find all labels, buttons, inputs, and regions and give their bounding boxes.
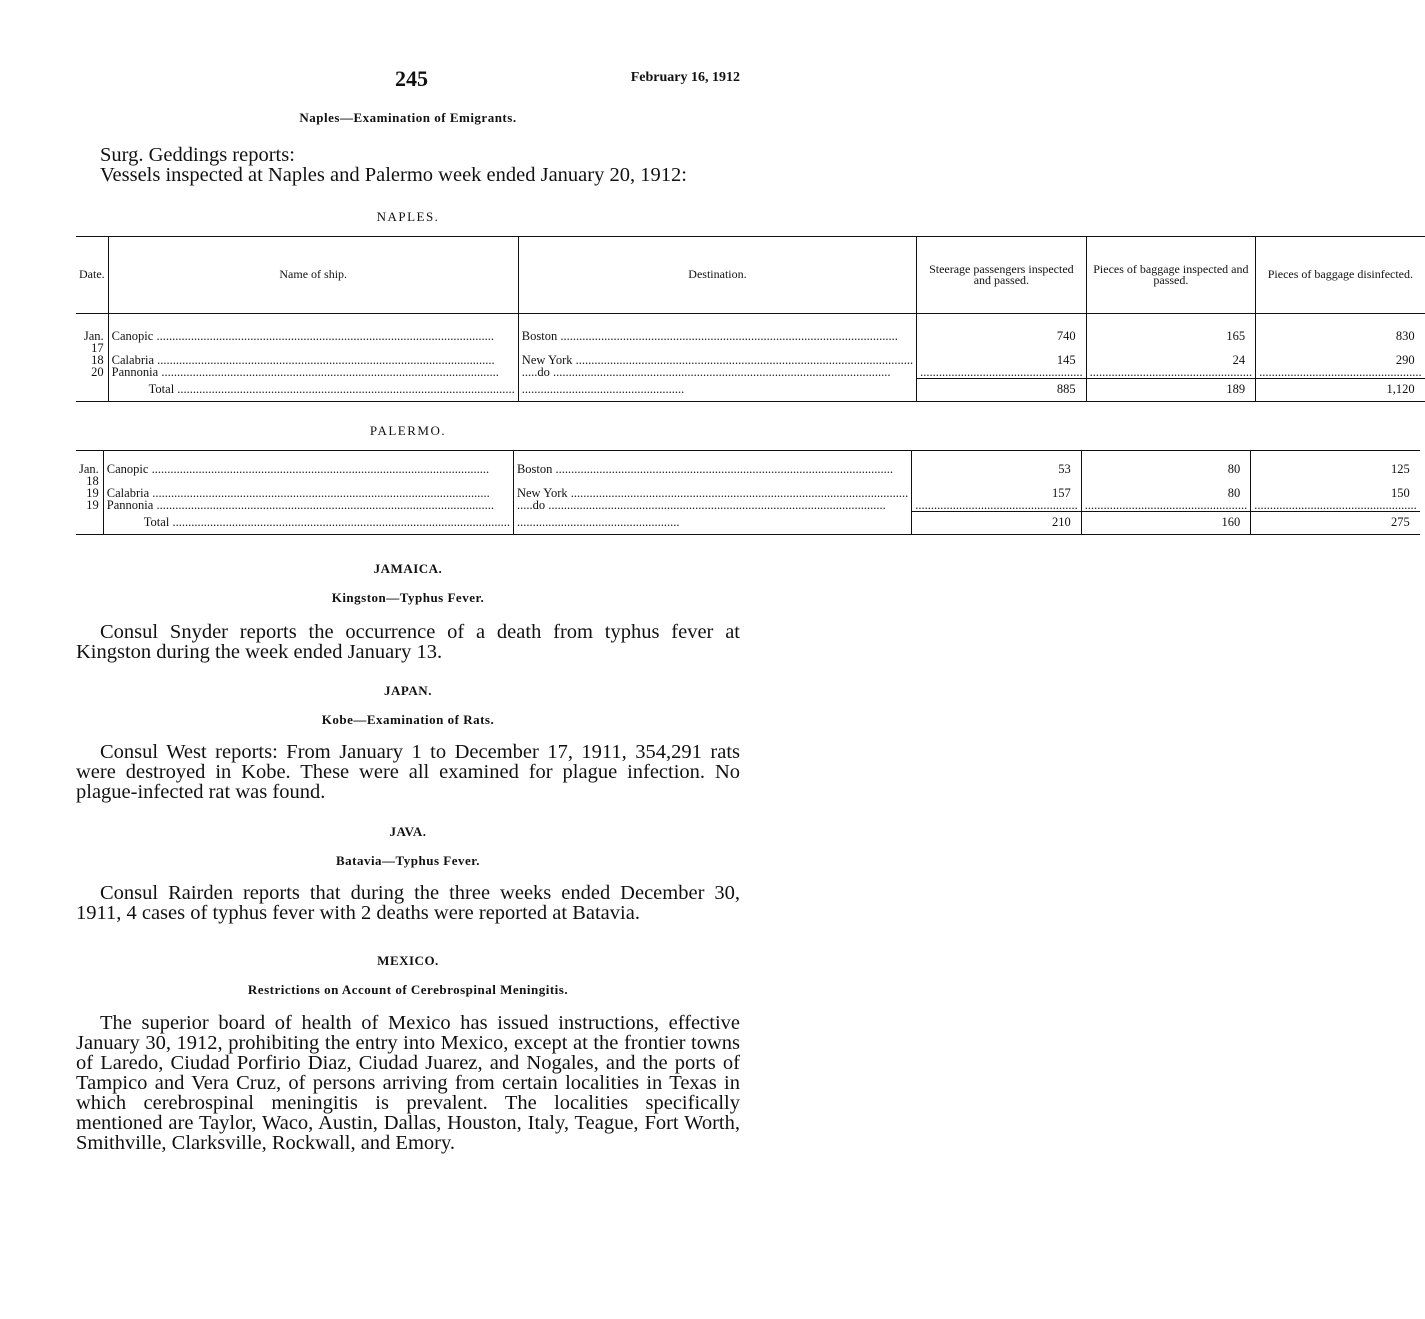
paragraph-jamaica: Consul Snyder reports the occurrence of a death from typhus fever at Kingston during the week ended January 13. <box>76 621 740 663</box>
col-disinfected: Pieces of baggage disinfected. <box>1267 267 1414 282</box>
col-baggage: Pieces of baggage inspected and passed. <box>1086 237 1256 314</box>
table-row: 20 Pannonia ..... .....do ..... ..... ..... ..... <box>76 366 1425 379</box>
page-number: 245 <box>395 66 428 91</box>
country-heading-java: JAVA. <box>389 824 427 839</box>
page-date: February 16, 1912 <box>630 70 740 85</box>
section-title-batavia: Batavia—Typhus Fever. <box>335 853 481 868</box>
section-title-meningitis: Restrictions on Account of Cerebrospinal Meningitis. <box>247 982 569 997</box>
col-destination: Destination. <box>518 237 916 314</box>
col-ship: Name of ship. <box>108 237 518 314</box>
intro-line-1: Surg. Geddings reports: <box>100 144 295 166</box>
table-row: Jan. 18 Canopic ..... Boston ..... 53 80 125 <box>76 463 1420 487</box>
table-row: 19 Calabria ..... New York ..... 157 80 150 <box>76 487 1420 499</box>
naples-label: NAPLES. <box>376 209 440 224</box>
table-row: 19 Pannonia ..... .....do ..... ..... ..... ..... <box>76 499 1420 512</box>
table-total-row: Total ..... ..... 885 189 1,120 <box>76 379 1425 402</box>
table-total-row: Total ..... ..... 210 160 275 <box>76 512 1420 535</box>
section-title-kingston: Kingston—Typhus Fever. <box>331 590 485 605</box>
country-heading-japan: JAPAN. <box>384 683 432 698</box>
paragraph-java: Consul Rairden reports that during the three weeks ended December 30, 1911, 4 cases of typhus fever with 2 deaths were reported at Batavia. <box>76 882 740 924</box>
table-row: 18 Calabria ..... New York ..... 145 24 290 <box>76 354 1425 366</box>
naples-table <box>76 236 1425 402</box>
country-heading-jamaica: JAMAICA. <box>373 561 443 576</box>
section-title-naples: Naples—Examination of Emigrants. <box>299 110 517 125</box>
paragraph-japan: Consul West reports: From January 1 to December 17, 1911, 354,291 rats were destroyed in Kobe. These were all examined for plague infection. No plague-infected rat was found. <box>76 741 740 803</box>
palermo-table <box>76 450 1420 535</box>
intro-line-2: Vessels inspected at Naples and Palermo week ended January 20, 1912: <box>100 164 687 186</box>
col-date: Date. <box>76 237 108 314</box>
section-title-kobe: Kobe—Examination of Rats. <box>321 712 495 727</box>
palermo-label: PALERMO. <box>369 423 447 438</box>
table-row: Jan. 17 Canopic ..... Boston ..... 740 165 830 <box>76 330 1425 354</box>
col-steerage: Steerage passengers inspected and passed. <box>917 237 1087 314</box>
country-heading-mexico: MEXICO. <box>377 953 439 968</box>
paragraph-mexico: The superior board of health of Mexico has issued instructions, effective January 30, 1912, prohibiting the entry into Mexico, except at the frontier towns of Laredo, Ciudad Porfirio Diaz, Ciudad Juarez, and Nogales, and the ports of Tampico and Vera Cruz, of persons arriving from certain localities in Texas in which cerebrospinal meningitis is prevalent. The localities specifically mentioned are Taylor, Waco, Austin, Dallas, Houston, Italy, Teague, Fort Worth, Smithville, Clarksville, Rockwall, and Emory. <box>76 1012 740 1154</box>
